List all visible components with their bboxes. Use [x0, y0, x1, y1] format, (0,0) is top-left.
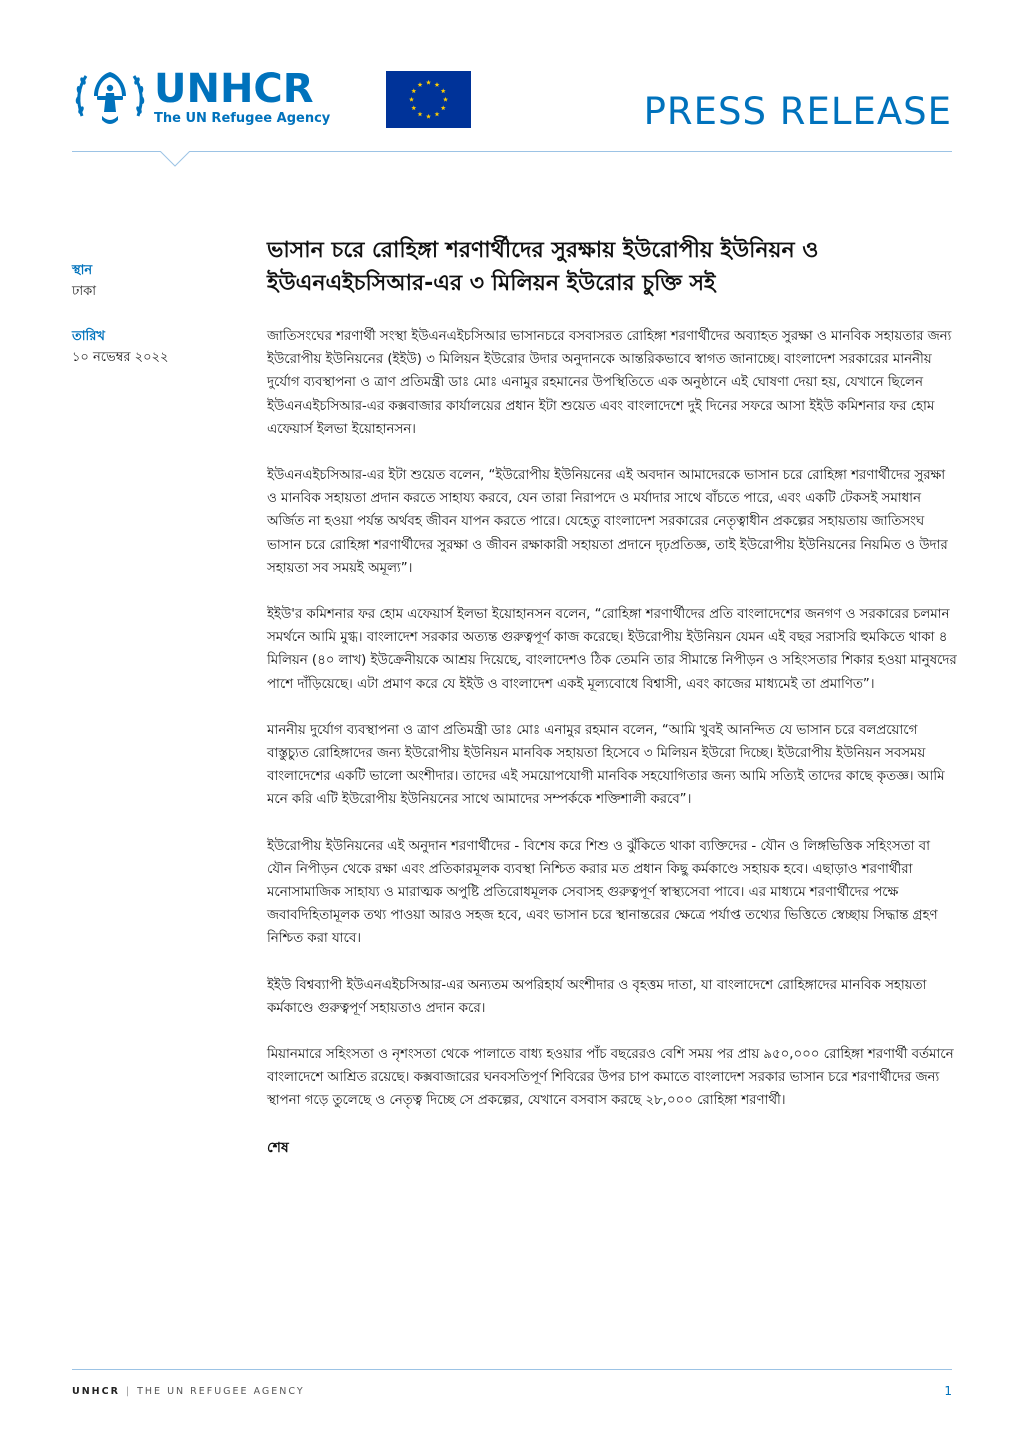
end-mark: শেষ — [267, 1139, 289, 1156]
press-body — [267, 325, 957, 1160]
paragraph: মাননীয় দুর্যোগ ব্যবস্থাপনা ও ত্রাণ প্রতিমন্ত্রী ডাঃ মোঃ এনামুর রহমান বলেন, “আমি খুবই আনন্দিত যে ভাসান চরে বলপ্রয়োগে বাস্তুচ্যুত রোহিঙ্গাদের জন্য ইউরোপীয় ইউনিয়ন মানবিক সহায়তা হিসেবে ৩ মিলিয়ন ইউরো দিচ্ছে। ইউরোপীয় ইউনিয়ন সবসময় বাংলাদেশের একটি ভালো অংশীদার। তাদের এই সময়োপযোগী মানবিক সহযোগিতার জন্য আমি সত্যিই তাদের কাছে কৃতজ্ঞ। আমি মনে করি এটি ইউরোপীয় ইউনিয়নের সাথে আমাদের সম্পর্ককে শক্তিশালী করবে”। — [267, 722, 945, 808]
header-divider — [72, 151, 952, 152]
date-label: তারিখ — [72, 329, 105, 344]
unhcr-emblem-icon — [72, 66, 148, 130]
date-value: ১০ নভেম্বর ২০২২ — [72, 350, 169, 365]
footer-divider — [72, 1369, 952, 1370]
logo-tagline: The UN Refugee Agency — [154, 111, 331, 126]
paragraph: ইইউ বিশ্বব্যাপী ইউএনএইচসিআর-এর অন্যতম অপরিহার্য অংশীদার ও বৃহত্তম দাতা, যা বাংলাদেশে রোহিঙ্গাদের মানবিক সহায়তা কর্মকাণ্ডে গুরুত্বপূর্ণ সহায়তাও প্রদান করে। — [267, 977, 927, 1016]
unhcr-logo — [72, 66, 330, 130]
headline: ভাসান চরে রোহিঙ্গা শরণার্থীদের সুরক্ষায় ইউরোপীয় ইউনিয়ন ও ইউএনএইচসিআর-এর ৩ মিলিয়ন ইউরোর চুক্তি সই — [267, 238, 819, 296]
eu-flag-icon — [386, 71, 471, 128]
logo-name: UNHCR — [154, 66, 314, 112]
header-notch-icon — [160, 151, 190, 167]
footer-separator: | — [125, 1386, 132, 1397]
paragraph: ইউএনএইচসিআর-এর ইটা শুয়েত বলেন, “ইউরোপীয় ইউনিয়নের এই অবদান আমাদেরকে ভাসান চরে রোহিঙ্গা শরণার্থীদের সুরক্ষা ও মানবিক সহায়তা প্রদান করতে সাহায্য করবে, যেন তারা নিরাপদে ও মর্যাদার সাথে বাঁচতে পারে, এবং একটি টেকসই সমাধান অর্জিত না হওয়া পর্যন্ত অর্থবহ জীবন যাপন করতে পারে। যেহেতু বাংলাদেশ সরকারের নেতৃত্বাধীন প্রকল্পের সহায়তায় জাতিসংঘ ভাসান চরে রোহিঙ্গা শরণার্থীদের সুরক্ষা ও জীবন রক্ষাকারী সহায়তা প্রদানে দৃঢ়প্রতিজ্ঞ, তাই ইউরোপীয় ইউনিয়নের নিয়মিত ও উদার সহায়তা সব সময়ই অমূল্য”। — [267, 468, 948, 576]
paragraph: জাতিসংঘের শরণার্থী সংস্থা ইউএনএইচসিআর ভাসানচরে বসবাসরত রোহিঙ্গা শরণার্থীদের অব্যাহত সুরক্ষা ও মানবিক সহায়তার জন্য ইউরোপীয় ইউনিয়নের (ইইউ) ৩ মিলিয়ন ইউরোর উদার অনুদানকে আন্তরিকভাবে স্বাগত জানাচ্ছে। বাংলাদেশ সরকারের মাননীয় দুর্যোগ ব্যবস্থাপনা ও ত্রাণ প্রতিমন্ত্রী ডাঃ মোঃ এনামুর রহমানের উপস্থিতিতে এক অনুষ্ঠানে এই ঘোষণা দেয়া হয়, যেখানে ছিলেন ইউএনএইচসিআর-এর কক্সবাজার কার্যালয়ের প্রধান ইটা শুয়েত এবং বাংলাদেশে দুই দিনের সফরে আসা ইইউ কমিশনার ফর হোম এফেয়ার্স ইলভা ইয়োহানসন। — [267, 329, 952, 437]
location-value: ঢাকা — [72, 284, 96, 299]
paragraph: ইউরোপীয় ইউনিয়নের এই অনুদান শরণার্থীদের - বিশেষ করে শিশু ও ঝুঁকিতে থাকা ব্যক্তিদের - যৌন ও লিঙ্গভিত্তিক সহিংসতা বা যৌন নিপীড়ন থেকে রক্ষা এবং প্রতিকারমূলক ব্যবস্থা নিশ্চিত করার মত প্রধান কিছু কর্মকাণ্ডে সহায়ক হবে। এছাড়াও শরণার্থীরা মনোসামাজিক সাহায্য ও মারাত্মক অপুষ্টি প্রতিরোধমূলক সেবাসহ গুরুত্বপূর্ণ স্বাস্থ্যসেবা পাবে। এর মাধ্যমে শরণার্থীদের পক্ষে জবাবদিহিতামূলক তথ্য পাওয়া আরও সহজ হবে, এবং ভাসান চরে স্থানান্তরের ক্ষেত্রে পর্যাপ্ত তথ্যের ভিত্তিতে স্বেচ্ছায় সিদ্ধান্ত গ্রহণ নিশ্চিত করা যাবে। — [267, 838, 938, 947]
logo-wordmark — [154, 66, 331, 127]
page-number: 1 — [944, 1384, 952, 1398]
footer-agency: THE UN REFUGEE AGENCY — [137, 1386, 305, 1397]
location-block — [72, 262, 212, 302]
paragraph: মিয়ানমারে সহিংসতা ও নৃশংসতা থেকে পালাতে বাধ্য হওয়ার পাঁচ বছরেরও বেশি সময় পর প্রায় ৯৫০,০০০ রোহিঙ্গা শরণার্থী বর্তমানে বাংলাদেশে আশ্রিত রয়েছে। কক্সবাজারের ঘনবসতিপূর্ণ শিবিরের উপর চাপ কমাতে বাংলাদেশ সরকার ভাসান চরে শরণার্থীদের জন্য স্থাপনা গড়ে তুলেছে ও নেতৃত্ব দিচ্ছে সে প্রকল্পের, যেখানে বসবাস করছে ২৮,০০০ রোহিঙ্গা শরণার্থী। — [267, 1047, 954, 1109]
document-type-title: PRESS RELEASE — [643, 90, 952, 133]
date-block — [72, 328, 212, 368]
paragraph: ইইউ'র কমিশনার ফর হোম এফেয়ার্স ইলভা ইয়োহানসন বলেন, “রোহিঙ্গা শরণার্থীদের প্রতি বাংলাদেশের জনগণ ও সরকারের চলমান সমর্থনে আমি মুগ্ধ। বাংলাদেশ সরকার অত্যন্ত গুরুত্বপূর্ণ কাজ করেছে। ইউরোপীয় ইউনিয়ন যেমন এই বছর সরাসরি হুমকিতে থাকা ৪ মিলিয়ন (৪০ লাখ) ইউক্রেনীয়কে আশ্রয় দিয়েছে, বাংলাদেশও ঠিক তেমনি তার সীমান্তে নিপীড়ন ও সহিংসতার শিকার হওয়া মানুষদের পাশে দাঁড়িয়েছে। এটা প্রমাণ করে যে ইইউ ও বাংলাদেশ একই মূল্যবোধে বিশ্বাসী, এবং কাজের মাধ্যমেই তা প্রমাণিত”। — [267, 607, 957, 692]
footer-branding — [72, 1386, 305, 1397]
location-label: স্থান — [72, 263, 93, 278]
footer-org: UNHCR — [72, 1386, 120, 1397]
